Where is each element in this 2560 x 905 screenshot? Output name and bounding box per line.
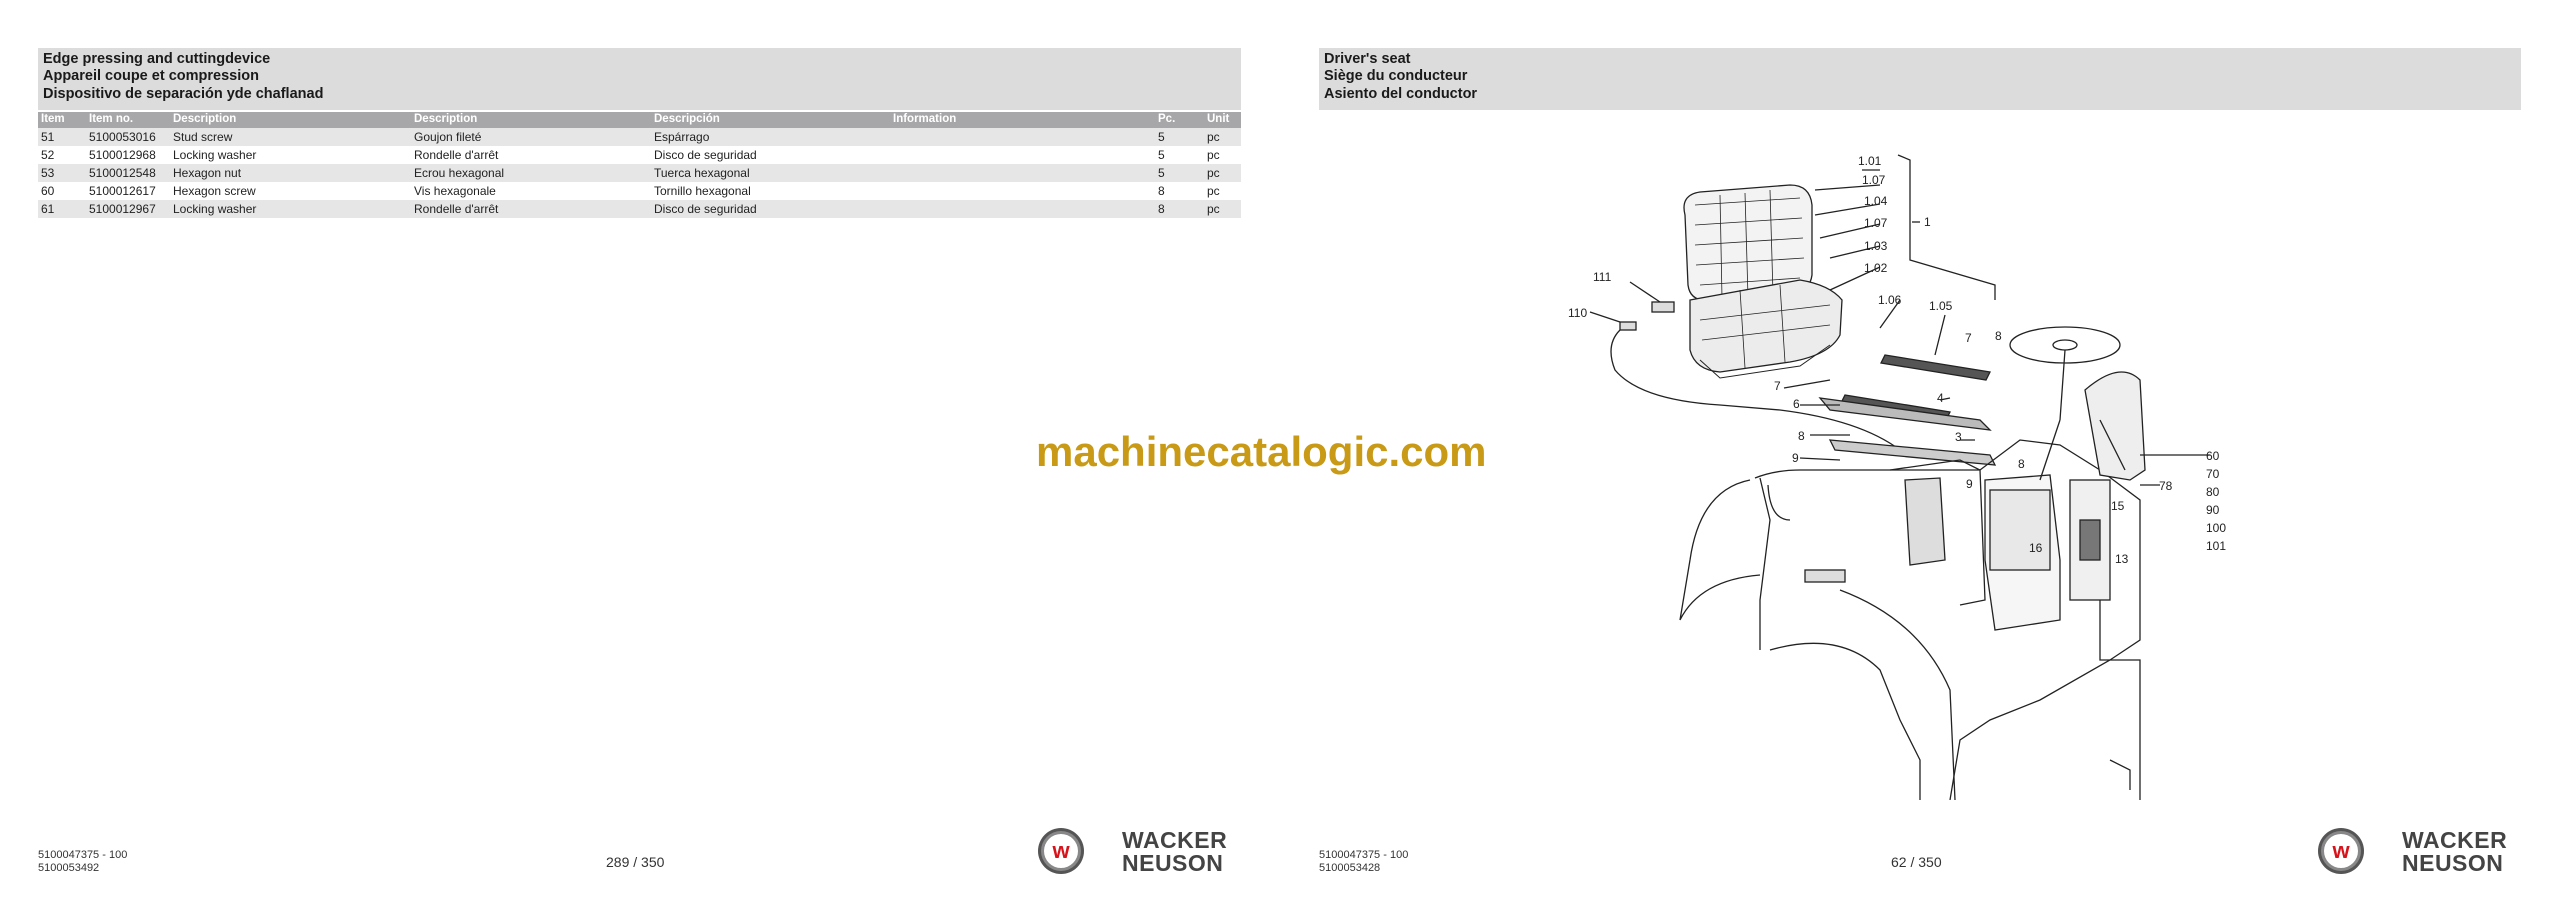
- page-number: 62 / 350: [1891, 854, 1942, 870]
- cell-pc: 5: [1158, 166, 1165, 180]
- document-code-1: 5100047375 - 100: [38, 849, 128, 861]
- cell-pc: 5: [1158, 130, 1165, 144]
- callout-label: 4: [1937, 391, 1944, 405]
- cell-item: 60: [41, 184, 55, 198]
- title-english: Edge pressing and cuttingdevice: [43, 51, 271, 67]
- title-french: Siège du conducteur: [1324, 68, 1468, 84]
- cell-pc: 5: [1158, 148, 1165, 162]
- cell-description-en: Locking washer: [173, 148, 257, 162]
- callout-label: 90: [2206, 503, 2220, 517]
- cell-item-no: 5100012617: [89, 184, 156, 198]
- cell-pc: 8: [1158, 184, 1165, 198]
- cell-item: 52: [41, 148, 55, 162]
- cell-description-en: Stud screw: [173, 130, 233, 144]
- table-row: [38, 182, 1241, 200]
- wacker-neuson-emblem-icon: [2316, 826, 2366, 876]
- callout-label: 6: [1793, 397, 1800, 411]
- cell-unit: pc: [1207, 130, 1220, 144]
- emblem-letter: w: [1052, 838, 1070, 863]
- callout-label: 9: [1966, 477, 1973, 491]
- callout-label: 1.07: [1862, 173, 1886, 187]
- callout-label: 7: [1774, 379, 1781, 393]
- table-row: [38, 128, 1241, 146]
- cell-item-no: 5100012548: [89, 166, 156, 180]
- callout-label: 8: [1995, 329, 2002, 343]
- table-row: [38, 164, 1241, 182]
- document-code-2: 5100053428: [1319, 862, 1381, 874]
- cell-description-fr: Rondelle d'arrêt: [414, 202, 499, 216]
- header-pc: Pc.: [1158, 113, 1176, 125]
- section-header: [38, 48, 1241, 110]
- section-header: [1319, 48, 2521, 110]
- title-spanish: Dispositivo de separación yde chaflanad: [43, 86, 324, 102]
- cell-item-no: 5100053016: [89, 130, 156, 144]
- brand-name-line-2: NEUSON: [2402, 850, 2504, 876]
- page-number: 289 / 350: [606, 854, 665, 870]
- cell-description-fr: Goujon fileté: [414, 130, 482, 144]
- table-header: [38, 112, 1241, 128]
- cell-item: 53: [41, 166, 55, 180]
- cell-item-no: 5100012968: [89, 148, 156, 162]
- callout-label: 1.05: [1929, 299, 1953, 313]
- cell-pc: 8: [1158, 202, 1165, 216]
- callout-label: 3: [1955, 430, 1962, 444]
- brand-name-line-1: WACKER: [2402, 827, 2508, 853]
- emblem-letter: w: [2332, 838, 2350, 863]
- callout-label: 70: [2206, 467, 2220, 481]
- cell-description-es: Tuerca hexagonal: [654, 166, 750, 180]
- watermark-text: machinecatalogic.com: [1036, 428, 1487, 475]
- cell-description-es: Tornillo hexagonal: [654, 184, 751, 198]
- callout-label: 1.02: [1864, 261, 1888, 275]
- cell-item: 61: [41, 202, 55, 216]
- callout-label: 111: [1593, 270, 1612, 284]
- header-description-fr: Description: [414, 113, 478, 125]
- header-item: Item: [41, 113, 65, 125]
- document-code-1: 5100047375 - 100: [1319, 849, 1409, 861]
- title-french: Appareil coupe et compression: [43, 68, 259, 84]
- callout-label: 101: [2206, 539, 2227, 553]
- title-spanish: Asiento del conductor: [1324, 86, 1478, 102]
- header-unit: Unit: [1207, 113, 1230, 125]
- cell-description-en: Hexagon screw: [173, 184, 256, 198]
- callout-label: 1.03: [1864, 239, 1888, 253]
- callout-label: 9: [1792, 451, 1799, 465]
- brand-name-line-1: WACKER: [1122, 827, 1228, 853]
- cell-item: 51: [41, 130, 55, 144]
- brand-logo: [1036, 826, 1246, 876]
- cell-unit: pc: [1207, 148, 1220, 162]
- callout-label: 8: [2018, 457, 2025, 471]
- cell-description-en: Hexagon nut: [173, 166, 242, 180]
- document-codes: [1319, 849, 1408, 875]
- callout-label: 110: [1568, 306, 1588, 320]
- brand-logo: [2316, 826, 2526, 876]
- cell-description-fr: Ecrou hexagonal: [414, 166, 505, 180]
- table-row: [38, 200, 1241, 218]
- document-codes: [38, 849, 127, 875]
- cell-description-es: Disco de seguridad: [654, 148, 757, 162]
- wacker-neuson-emblem-icon: [1036, 826, 1086, 876]
- callout-label: 100: [2206, 521, 2227, 535]
- callout-label: 7: [1965, 331, 1972, 345]
- cell-description-es: Espárrago: [654, 130, 710, 144]
- document-code-2: 5100053492: [38, 862, 100, 874]
- cell-description-en: Locking washer: [173, 202, 257, 216]
- header-description-en: Description: [173, 113, 237, 125]
- callout-label: 1.04: [1864, 194, 1888, 208]
- cell-description-fr: Vis hexagonale: [414, 184, 496, 198]
- cell-unit: pc: [1207, 184, 1220, 198]
- cell-description-fr: Rondelle d'arrêt: [414, 148, 499, 162]
- callout-label: 60: [2206, 449, 2220, 463]
- callout-label: 1.07: [1864, 216, 1888, 230]
- callout-label: 16: [2029, 541, 2043, 555]
- cell-unit: pc: [1207, 202, 1220, 216]
- callout-label: 78: [2159, 479, 2173, 493]
- header-information: Information: [893, 113, 957, 125]
- cell-item-no: 5100012967: [89, 202, 156, 216]
- title-english: Driver's seat: [1324, 51, 1411, 67]
- callout-label: 8: [1798, 429, 1805, 443]
- callout-label: 15: [2111, 499, 2125, 513]
- cell-unit: pc: [1207, 166, 1220, 180]
- callout-label: 1: [1924, 215, 1931, 229]
- callout-label: 1.06: [1878, 293, 1902, 307]
- cell-description-es: Disco de seguridad: [654, 202, 757, 216]
- callout-label: 13: [2115, 552, 2129, 566]
- driver-seat-exploded-diagram: [1560, 140, 2260, 800]
- parts-table: [38, 112, 1241, 218]
- header-description-es: Descripción: [654, 113, 720, 125]
- callout-label: 1.01: [1858, 154, 1882, 168]
- brand-name-line-2: NEUSON: [1122, 850, 1224, 876]
- table-row: [38, 146, 1241, 164]
- callout-label: 80: [2206, 485, 2220, 499]
- header-item-no: Item no.: [89, 113, 134, 125]
